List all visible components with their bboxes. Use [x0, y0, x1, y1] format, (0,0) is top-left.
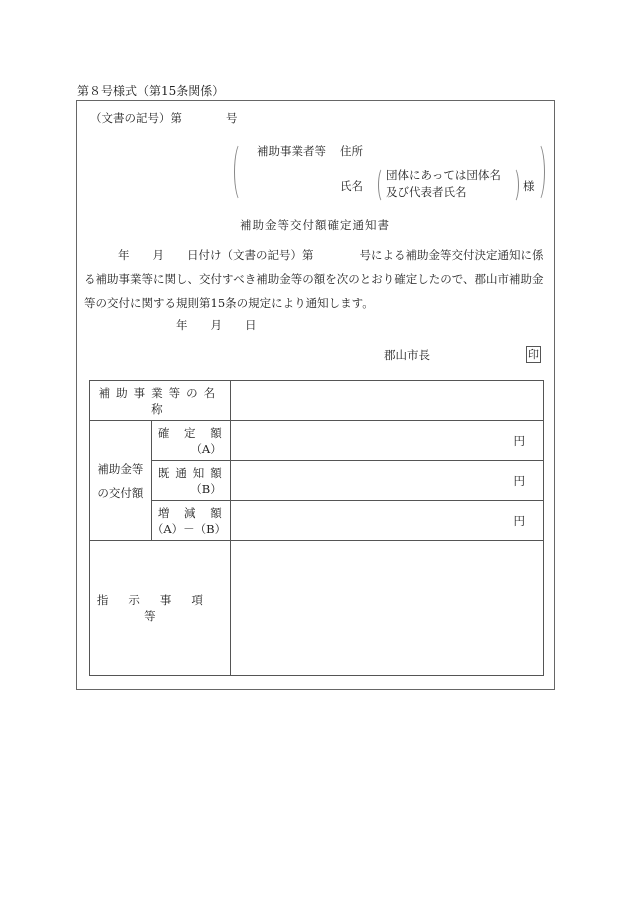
address-label: 住所	[340, 144, 363, 158]
table-row	[90, 461, 544, 501]
recipient-role: 補助事業者等	[257, 144, 326, 158]
issuer-name: 郡山市長	[384, 348, 430, 362]
project-name-label: 補助事業等の名称	[90, 381, 231, 421]
notified-amount-field[interactable]	[230, 461, 543, 501]
project-name-field[interactable]	[230, 381, 543, 421]
table-row	[90, 541, 544, 676]
document-ref-label: （文書の記号）第	[90, 111, 182, 125]
issue-date: 年 月 日	[176, 318, 257, 332]
table-row	[90, 501, 544, 541]
amount-group-label	[90, 421, 152, 541]
note-right-bracket	[508, 167, 519, 203]
yen-unit: 円	[513, 433, 525, 448]
name-note-line2: 及び代表者氏名	[386, 185, 467, 199]
name-note-line1: 団体にあっては団体名	[386, 168, 501, 182]
yen-unit: 円	[513, 473, 525, 488]
left-bracket	[234, 142, 249, 202]
name-label: 氏名	[340, 179, 363, 193]
instructions-field[interactable]	[230, 541, 543, 676]
yen-unit: 円	[513, 513, 525, 528]
body-line-3: 等の交付に関する規則第15条の規定により通知します。	[84, 296, 374, 310]
table-row	[90, 421, 544, 461]
amount-table	[89, 380, 544, 676]
table-row	[90, 381, 544, 421]
confirmed-amount-label: 確 定 額 （A）	[151, 421, 230, 461]
seal-mark: 印	[528, 348, 539, 361]
amount-group-label-1: 補助金等	[97, 461, 144, 476]
document-ref-suffix: 号	[226, 111, 238, 125]
notified-amount-label: 既 通 知 額 （B）	[151, 461, 230, 501]
honorific: 様	[523, 179, 535, 193]
difference-amount-label: 増 減 額 （A）－（B）	[151, 501, 230, 541]
document-title: 補助金等交付額確定通知書	[240, 218, 390, 232]
body-line-2: る補助事業等に関し、交付すべき補助金等の額を次のとおり確定したので、郡山市補助金	[84, 272, 544, 286]
instructions-label: 指示事項等	[90, 541, 231, 676]
amount-group-label-2: の交付額	[97, 485, 144, 500]
form-number: 第８号様式（第15条関係）	[77, 84, 225, 98]
body-line-1: 年 月 日付け（文書の記号）第 号による補助金等交付決定通知に係	[118, 248, 544, 262]
confirmed-amount-field[interactable]	[230, 421, 543, 461]
difference-amount-field[interactable]	[230, 501, 543, 541]
